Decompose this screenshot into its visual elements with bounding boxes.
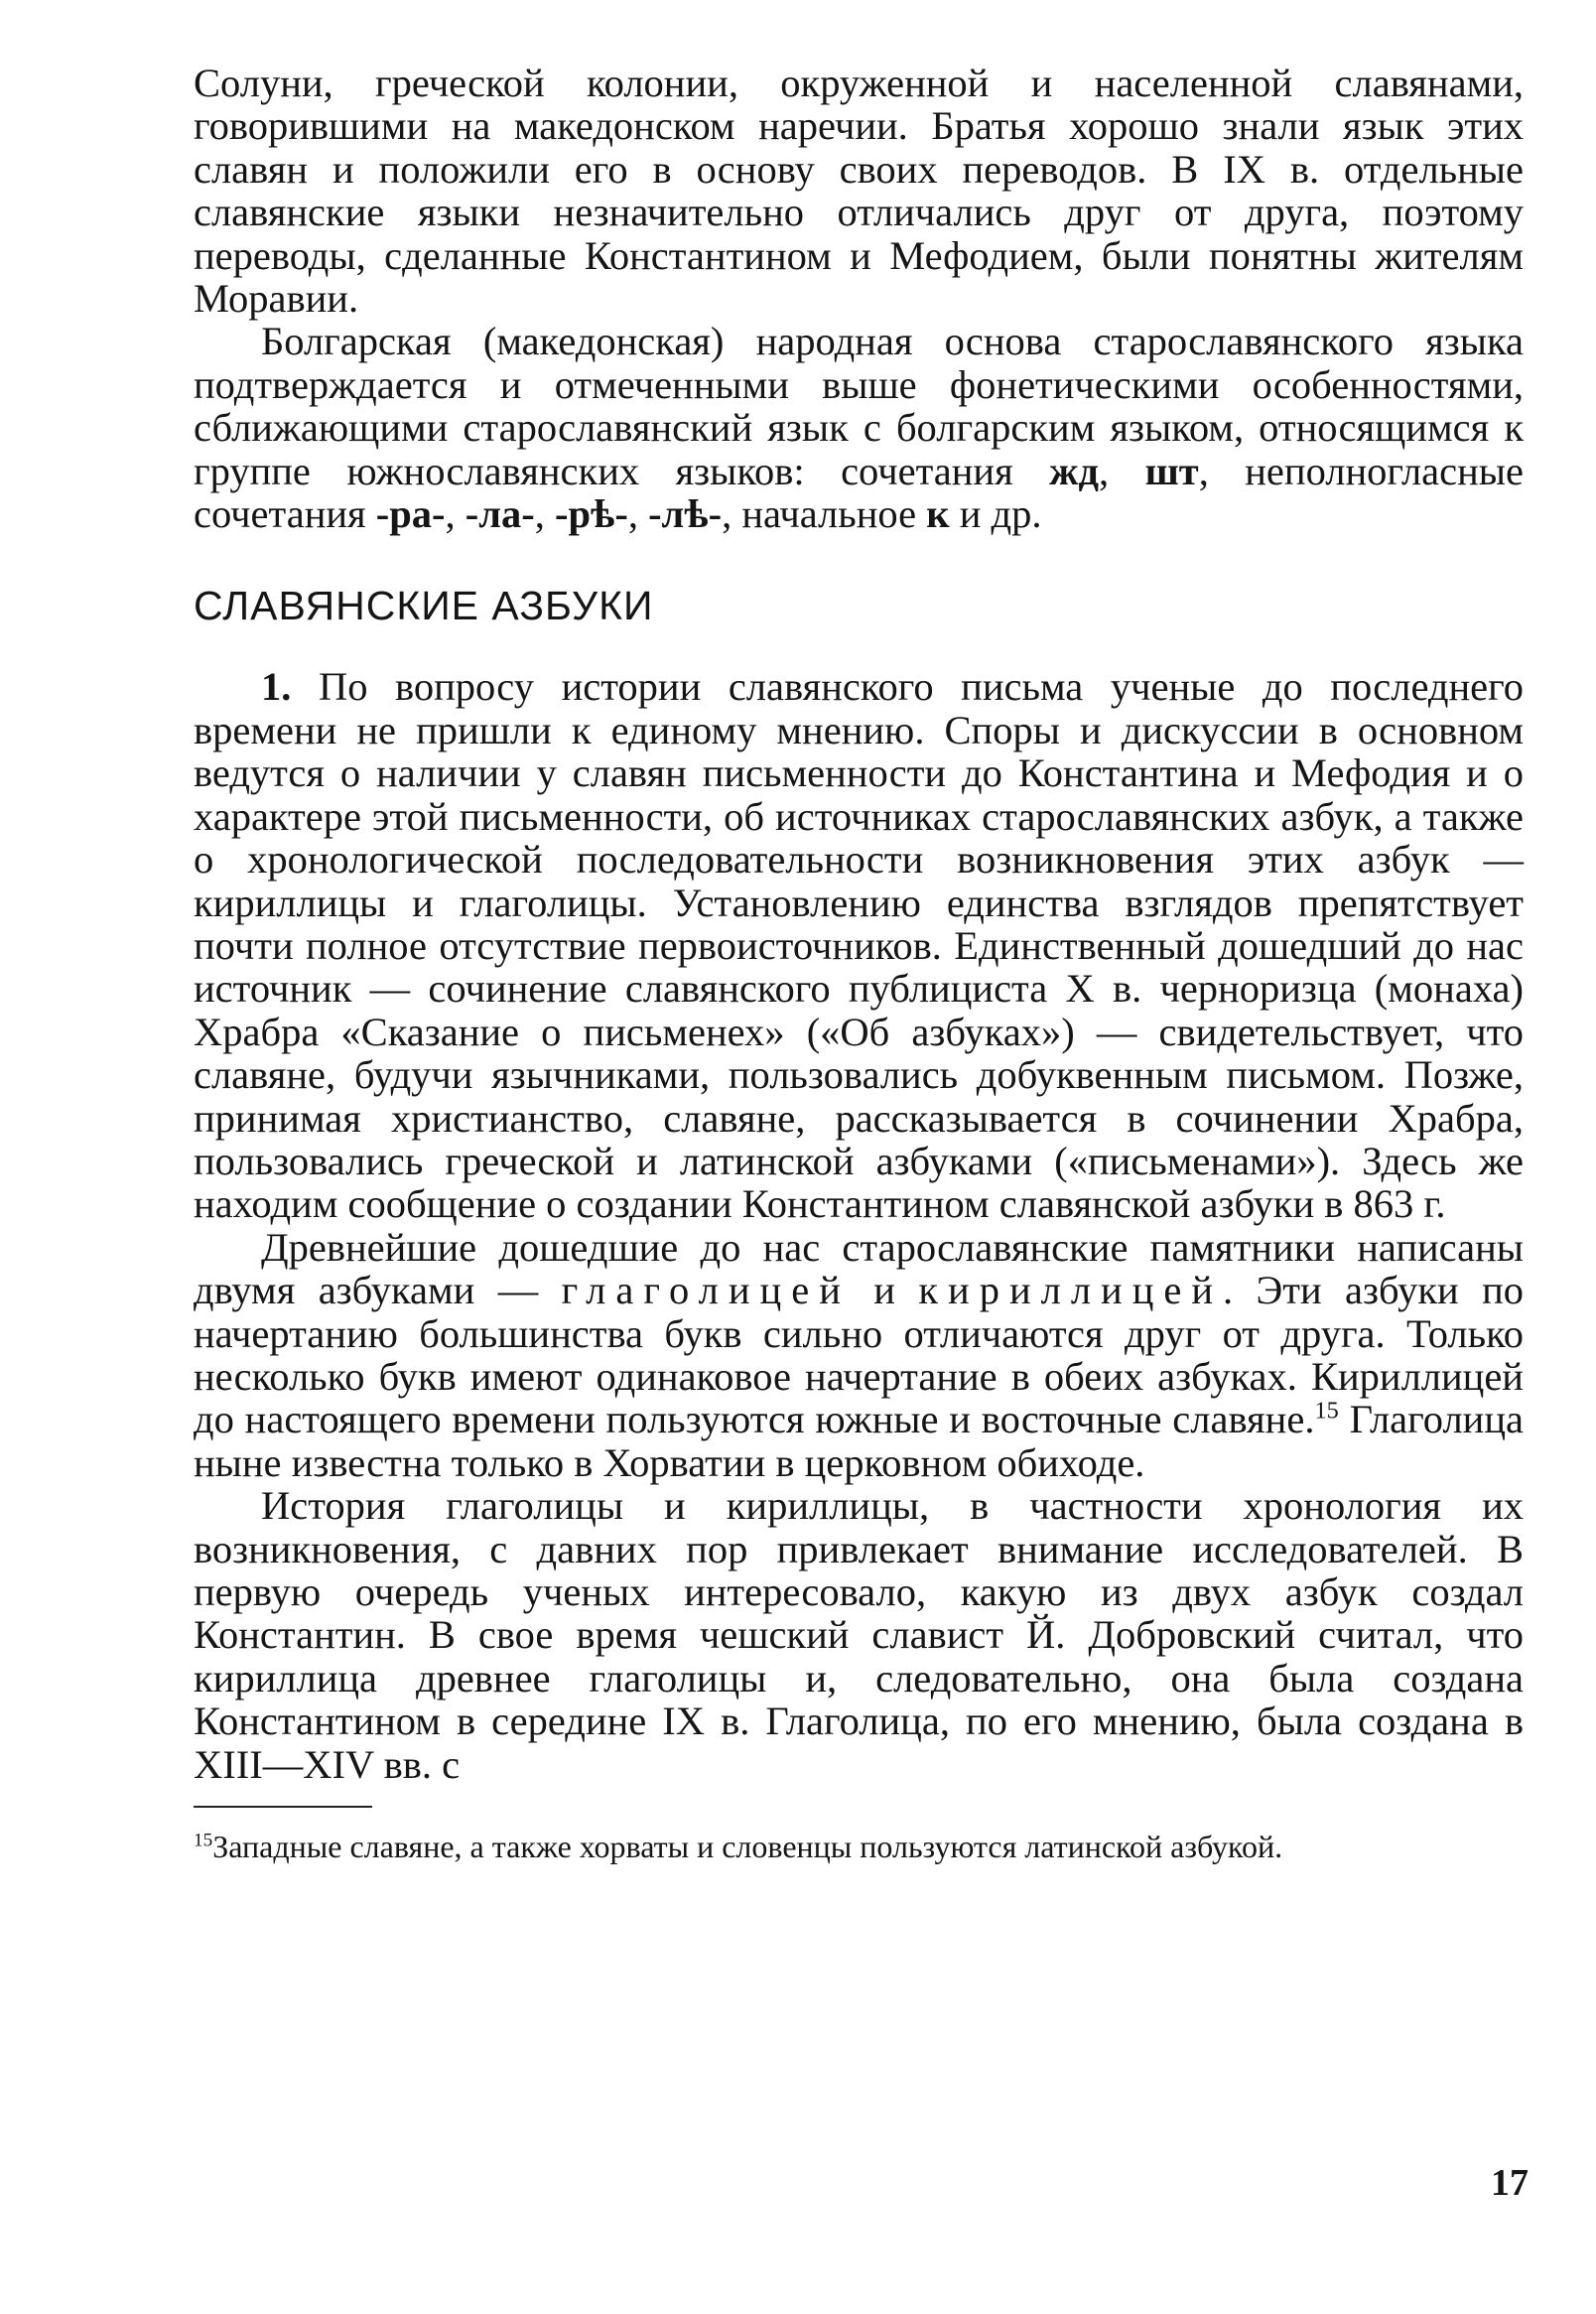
footnote-text: Западные славяне, а также хорваты и словенцы пользуются латинской азбукой. [212,1829,1283,1865]
page-number: 17 [1491,2162,1529,2204]
initial-k: к [926,491,950,537]
footnote-mark: 15 [194,1830,213,1851]
paragraph-3 [194,665,1524,1225]
separator: , [534,491,555,537]
cluster-ra: -ра- [375,491,446,537]
paragraph-2-text: , неполногласные сочетания [194,448,1524,537]
paragraph-4-text: . Эти азбуки по начертанию большинства букв сильно отличаются друг от друга. Только несколько букв имеют одинаковое начертание в обеих азбуках. Кириллицей до настоящего времени пользуются южные и восточные славяне. [194,1268,1524,1442]
paragraph-4-text: и [850,1268,919,1313]
cluster-rye: -рѣ- [555,491,628,537]
paragraph-4 [194,1226,1524,1484]
cluster-sht: шт [1144,448,1199,493]
paragraph-4-text: Древнейшие дошедшие до нас старославянские памятники написаны двумя азбуками — [194,1224,1524,1313]
paragraph-1: Солуни, греческой колонии, окруженной и населенной славянами, говорившими на македонском наречии. Братья хорошо знали язык этих славян и положили его в основу своих переводов. В IX в. отдельные славянские языки незначительно отличались друг от друга, поэтому переводы, сделанные Константином и Мефодием, были понятны жителям Моравии. [194,61,1524,322]
separator: , [445,491,466,537]
paragraph-number: 1. [261,664,292,710]
term-cyrillic: кириллицей [918,1268,1224,1313]
separator: , [627,491,649,537]
footnote-reference[interactable]: 15 [1314,1397,1339,1425]
separator: , [1099,448,1145,493]
paragraph-2 [194,320,1524,535]
cluster-jd: жд [1049,448,1100,493]
page-body [194,62,1524,1867]
footnote [194,1826,1524,1867]
paragraph-5: История глаголицы и кириллицы, в частности хронология их возникновения, с давних пор привлекает внимание исследователей. В первую очередь ученых интересовало, какую из двух азбук создал Константин. В свое время чешский славист Й. Добровский считал, что кириллица древнее глаголицы и, следовательно, она была создана Константином в середине IX в. Глаголица, по его мнению, была создана в XIII—XIV вв. с [194,1483,1524,1787]
paragraph-4-text: Глаголица ныне известна только в Хорватии в церковном обиходе. [194,1397,1524,1485]
paragraph-2-text: Болгарская (македонская) народная основа старославянского языка подтверждается и отмеченными выше фонетическими особенностями, сближающими старославянский язык с болгарским языком, относящимся к группе южнославянских языков: сочетания [194,319,1524,493]
footnote-divider [194,1806,372,1808]
section-title: СЛАВЯНСКИЕ АЗБУКИ [194,583,654,629]
cluster-lye: -лѣ- [648,491,723,537]
paragraph-3-text: По вопросу истории славянского письма ученые до последнего времени не пришли к единому мнению. Споры и дискуссии в основном ведутся о наличии у славян письменности до Константина и Мефодия и о характере этой письменности, об источниках старославянских азбук, а также о хронологической последовательности возникновения этих азбук — кириллицы и глаголицы. Установлению единства взглядов препятствует почти полное отсутствие первоисточников. Единственный дошедший до нас источник — сочинение славянского публициста X в. черноризца (монаха) Храбра «Сказание о письменех» («Об азбуках») — свидетельствует, что славяне, будучи язычниками, пользовались добуквенным письмом. Позже, принимая христианство, славяне, рассказывается в сочинении Храбра, пользовались греческой и латинской азбуками («письменами»). Здесь же находим сообщение о создании Константином славянской азбуки в 863 г. [194,664,1524,1227]
cluster-la: -ла- [465,491,535,537]
paragraph-2-text: , начальное [722,491,927,537]
paragraph-2-text: и др. [949,491,1042,537]
term-glagolitic: глаголицей [561,1268,851,1313]
